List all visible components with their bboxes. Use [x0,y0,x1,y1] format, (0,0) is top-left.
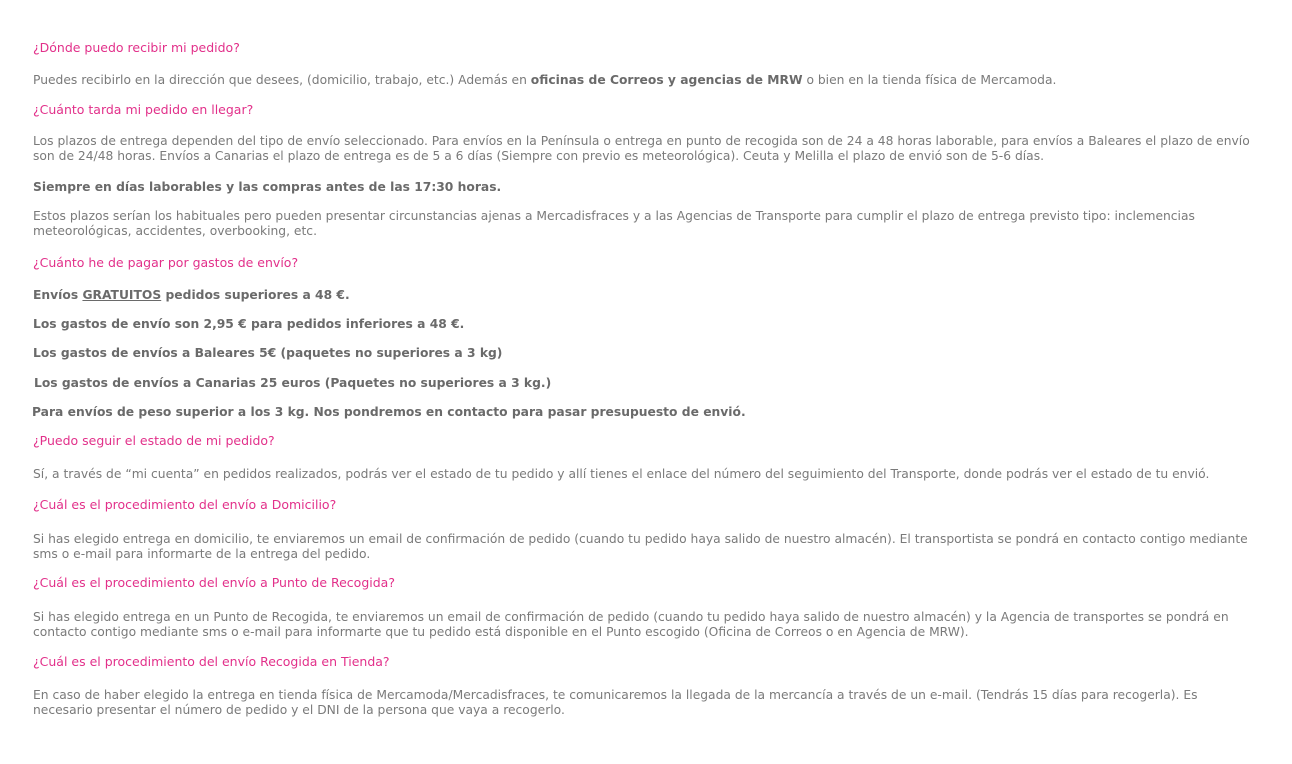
free-shipping-underlined: GRATUITOS [82,288,162,302]
faq-question-store-pickup: ¿Cuál es el procedimiento del envío Recogida en Tienda? [33,654,390,669]
faq-question-delivery-location: ¿Dónde puedo recibir mi pedido? [33,40,240,55]
shipping-text: pedidos superiores a 48 €. [161,288,350,302]
faq-question-order-tracking: ¿Puedo seguir el estado de mi pedido? [33,433,275,448]
shipping-text: Envíos [33,288,83,302]
faq-answer-order-tracking: Sí, a través de “mi cuenta” en pedidos realizados, podrás ver el estado de tu pedido y allí tienes el enlace del número del seguimiento del Transporte, donde podrás ver el estado de tu envió. [33,467,1210,481]
shipping-cost-peninsula: Los gastos de envío son 2,95 € para pedidos inferiores a 48 €. [33,317,465,331]
faq-question-delivery-time: ¿Cuánto tarda mi pedido en llegar? [33,102,254,117]
faq-note-business-days: Siempre en días laborables y las compras antes de las 17:30 horas. [33,180,502,194]
answer-text: o bien en la tienda física de Mercamoda. [802,73,1057,87]
faq-answer-delivery-location [33,73,1056,88]
faq-answer-delivery-time: Los plazos de entrega dependen del tipo de envío seleccionado. Para envíos en la Península o entrega en punto de recogida son de 24 a 48 horas laborable, para envíos a Baleares el plazo de envío son de 24/48 horas. Envíos a Canarias el plazo de entrega es de 5 a 6 días (Siempre con previo es meteorológica). Ceuta y Melilla el plazo de envió son de 5-6 días. [33,134,1250,163]
faq-answer-home-delivery: Si has elegido entrega en domicilio, te enviaremos un email de confirmación de pedido (cuando tu pedido haya salido de nuestro almacén). El transportista se pondrá en contacto contigo mediante sms o e-mail para informarte de la entrega del pedido. [33,532,1248,561]
faq-extra-delivery-time: Estos plazos serían los habituales pero pueden presentar circunstancias ajenas a Mercadisfraces y a las Agencias de Transporte para cumplir el plazo de entrega previsto tipo: inclemencias meteorológicas, accidentes, overbooking, etc. [33,209,1195,238]
answer-text: Puedes recibirlo en la dirección que desees, (domicilio, trabajo, etc.) Además en [33,73,531,87]
faq-question-home-delivery: ¿Cuál es el procedimiento del envío a Domicilio? [33,497,337,512]
shipping-free-line [33,288,350,302]
faq-question-shipping-cost: ¿Cuánto he de pagar por gastos de envío? [33,255,299,270]
answer-bold-text: oficinas de Correos y agencias de MRW [530,73,803,87]
shipping-cost-baleares: Los gastos de envíos a Baleares 5€ (paquetes no superiores a 3 kg) [33,346,503,360]
faq-answer-store-pickup: En caso de haber elegido la entrega en tienda física de Mercamoda/Mercadisfraces, te comunicaremos la llegada de la mercancía a través de un e-mail. (Tendrás 15 días para recogerla). Es necesario presentar el número de pedido y el DNI de la persona que vaya a recogerlo. [33,688,1198,717]
shipping-cost-heavy: Para envíos de peso superior a los 3 kg. Nos pondremos en contacto para pasar presupuesto de envió. [32,405,746,419]
shipping-cost-canarias: Los gastos de envíos a Canarias 25 euros (Paquetes no superiores a 3 kg.) [34,376,552,390]
faq-answer-pickup-point: Si has elegido entrega en un Punto de Recogida, te enviaremos un email de confirmación de pedido (cuando tu pedido haya salido de nuestro almacén) y la Agencia de transportes se pondrá en contacto contigo mediante sms o e-mail para informarte que tu pedido está disponible en el Punto escogido (Oficina de Correos o en Agencia de MRW). [33,610,1229,639]
faq-question-pickup-point: ¿Cuál es el procedimiento del envío a Punto de Recogida? [33,575,395,590]
